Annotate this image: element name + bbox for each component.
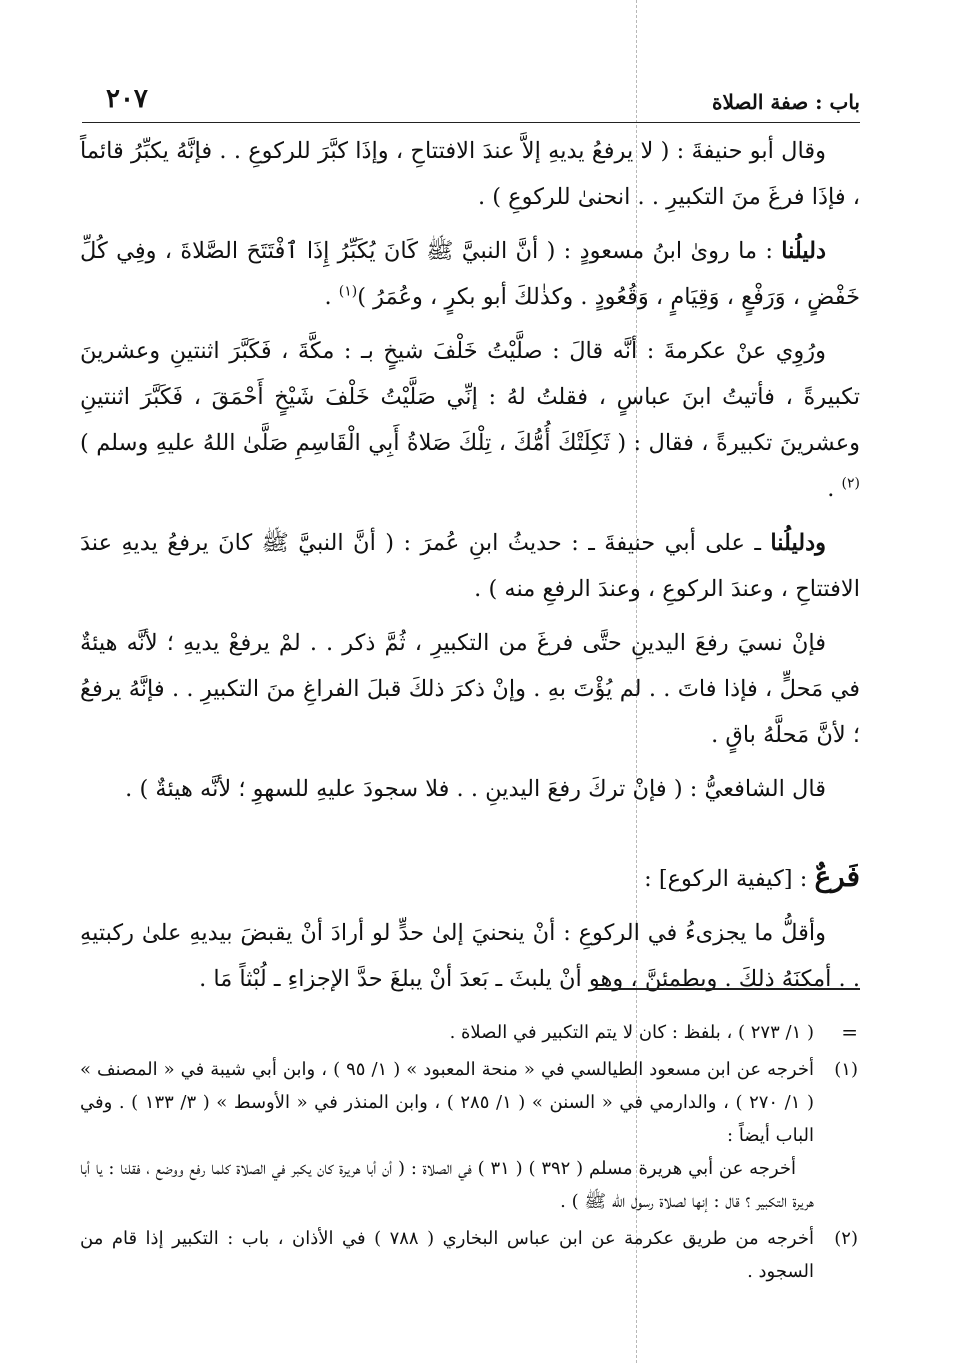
branch-title: : [كيفية الركوع] : (644, 866, 815, 892)
main-text (80, 128, 860, 1010)
footnote-1 (80, 1053, 858, 1218)
footnote-number: (٢) (834, 1228, 858, 1249)
footnote-text: أخرجه من طريق عكرمة عن ابن عباس البخاري ( ٧٨٨ ) في الأذان ، باب : التكبير إذا قام من السجود . (80, 1228, 814, 1282)
footnote-number: (١) (834, 1059, 858, 1080)
paragraph-evidence-ibn-umar (80, 520, 860, 612)
paragraph-minimum-ruku: وأقلُّ ما يجزىءُ في الركوعِ : أنْ ينحنيَ إلىٰ حدٍّ لو أرادَ أنْ يقبضَ بيديهِ علىٰ ركبتيهِ . . أمكنَهُ ذلكَ . ويطمئنَّ ، وهو أنْ يلبثَ ـ بَعدَ أنْ يبلغَ حدَّ الإجزاءِ ـ لُبْثاً مَا . (80, 920, 860, 992)
paragraph-abu-hanifa: وقال أبو حنيفةَ : ( لا يرفعُ يديهِ إلاَّ عندَ الافتتاحِ ، وإذَا كبَّرَ للركوعِ . . فإنَّهُ يكبِّرُ قائماً ، فإذَا فرغَ منَ التكبيرِ . . انحنىٰ للركوعِ ) . (80, 138, 860, 210)
paragraph-shafii: قال الشافعيُّ : ( فإنْ تركَ رفعَ اليدينِ . . فلا سجودَ عليهِ للسهوِ ؛ لأنَّه هيئةٌ ) . (125, 776, 826, 802)
footnote-text-continued: أخرجه عن أبي هريرة مسلم ( ٣٩٢ ) ( ٣١ ) في الصلاة : ( أن أبا هريرة كان يكبر في الصلاة كلما رفع ووضع ، فقلنا : يا أبا هريرة التكبير ؟ قال : إنها لصلاة رسول الله ﷺ ) . (80, 1158, 814, 1212)
page-header (82, 82, 860, 123)
paragraph-end: . (827, 476, 842, 502)
footnote-ref-2[interactable]: (٢) (841, 475, 860, 492)
continuation-marker: = (841, 1020, 858, 1044)
footnote-text: ( ١/ ٢٧٣ ) ، بلفظ : كان لا يتم التكبير في الصلاة . (449, 1022, 814, 1043)
footnote-ref-1[interactable]: (١) (338, 283, 358, 300)
section-heading-ruku (80, 854, 860, 902)
paragraph-end: . (324, 284, 339, 310)
paragraph-evidence-ibn-masud (80, 228, 860, 320)
paragraph-forgot-raising: فإنْ نسيَ رفعَ اليدينِ حتَّى فرغَ من التكبيرِ ، ثُمَّ ذكر . . لمْ يرفعْ يديهِ ؛ لأنَّه هيئةٌ في مَحلٍّ ، فإذا فاتَ . . لم يُؤْتَ بهِ . وإنْ ذكرَ ذلكَ قبلَ الفراغِ منَ التكبيرِ . . فإنَّهُ يرفعُ ؛ لأنَّ مَحلَّهُ باقٍ . (80, 630, 860, 748)
chapter-title: باب : صفة الصلاة (712, 90, 860, 114)
footnote-text: أخرجه عن ابن مسعود الطيالسي في « منحة المعبود » ( ١/ ٩٥ ) ، وابن أبي شيبة في « المصنف » ( ١/ ٢٧٠ ) ، والدارمي في « السنن » ( ١/ ٢٨٥ ) ، وابن المنذر في « الأوسط » ( ٣/ ١٣٣ ) . وفي الباب أيضاً : (80, 1059, 815, 1146)
paragraph-text: : ما روىٰ ابنُ مسعودٍ : ( أنَّ النبيَّ ﷺ كَانَ يُكَبِّرُ إِذَا ٱفْتَتَحَ الصَّلاةَ ، وفِي كُلِّ خَفْضٍ ، وَرَفْعٍ ، وَقِيَامٍ ، وَقُعُودٍ . وكذٰلكَ أبو بكرٍ ، وعُمَرُ ) (80, 238, 860, 310)
lead-word: دليلُنا (781, 238, 826, 264)
page-number: ٢٠٧ (106, 84, 148, 114)
paragraph-ikrima (80, 328, 860, 512)
footnote-separator (595, 988, 860, 990)
footnote-continuation (80, 1016, 858, 1049)
footnote-2 (80, 1222, 858, 1288)
footnotes (80, 1016, 858, 1292)
paragraph-text: ـ على أبي حنيفةَ ـ : حديثُ ابنِ عُمرَ : ( أنَّ النبيَّ ﷺ كانَ يرفعُ يديهِ عندَ الافتتاحِ ، وعندَ الركوعِ ، وعندَ الرفعِ منه ) . (80, 530, 860, 602)
lead-word: ودليلُنا (770, 530, 826, 556)
paragraph-text: ورُوِي عنْ عكرمةَ : أنَّه قالَ : صلَّيْتُ خَلْفَ شيخٍ بـ : مكَّةَ ، فَكَبَّرَ اثنتينِ وعشرينَ تكبيرةً ، فأتيتُ ابنَ عباسٍ ، فقلتُ لهُ : إنِّي صَلَّيْتُ خَلْفَ شَيْخٍ أَحْمَقَ ، فَكَبَّرَ اثنتينِ وعشرينَ تكبيرةً ، فقال : ( ثَكِلَتْكَ أُمُّكَ ، تِلْكَ صَلاةُ أَبِي الْقَاسِمِ صَلَّىٰ اللهُ عليهِ وسلم ) (80, 338, 860, 456)
branch-word: فَرعٌ (814, 860, 860, 893)
